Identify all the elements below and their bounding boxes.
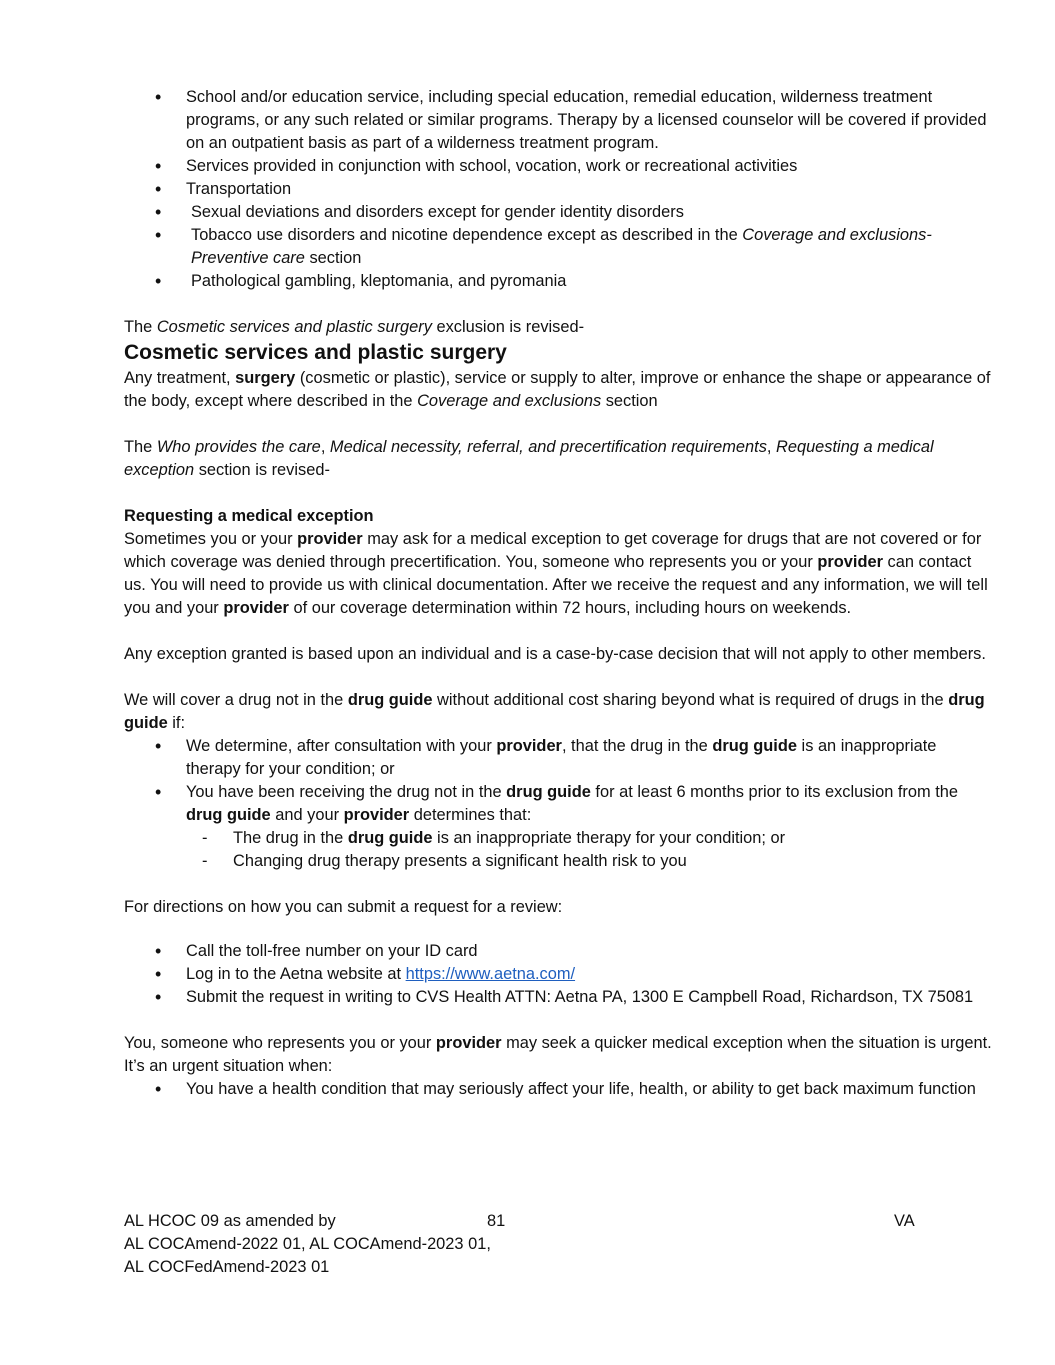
footer-amendments-1: AL COCAmend-2022 01, AL COCAmend-2023 01, <box>124 1235 491 1253</box>
urgent-list <box>124 1078 994 1101</box>
sub-list-item: - The drug in the drug guide is an inappropriate therapy for your condition; or <box>124 827 994 850</box>
page-footer <box>124 1210 924 1279</box>
subheading-medical-exception: Requesting a medical exception <box>124 507 374 525</box>
cosmetic-paragraph: Any treatment, surgery (cosmetic or plastic), service or supply to alter, improve or enhance the shape or appearance of the body, except where described in the Coverage and exclusions section <box>124 369 991 410</box>
list-item: • Transportation <box>124 178 994 201</box>
list-item: • Pathological gambling, kleptomania, and pyromania <box>124 270 994 293</box>
drug-guide-conditions <box>124 735 994 873</box>
aetna-website-link[interactable]: https://www.aetna.com/ <box>405 965 576 983</box>
section-heading-cosmetic: Cosmetic services and plastic surgery <box>124 341 507 364</box>
list-item: • We determine, after consultation with your provider, that the drug in the drug guide is an inappropriate therapy for your condition; or <box>124 735 994 781</box>
list-item: • Log in to the Aetna website at https://www.aetna.com/ <box>124 963 994 986</box>
directions-intro: For directions on how you can submit a request for a review: <box>124 898 563 916</box>
list-item: • Services provided in conjunction with school, vocation, work or recreational activities <box>124 155 994 178</box>
list-item: • You have a health condition that may seriously affect your life, health, or ability to get back maximum function <box>124 1078 994 1101</box>
document-page <box>124 86 994 1101</box>
exclusions-list <box>124 86 994 293</box>
list-item: • Sexual deviations and disorders except for gender identity disorders <box>124 201 994 224</box>
cover-drug-paragraph: We will cover a drug not in the drug guide without additional cost sharing beyond what is required of drugs in the drug guide if: <box>124 691 985 732</box>
list-item: • You have been receiving the drug not in the drug guide for at least 6 months prior to its exclusion from the drug guide and your provider determines that: <box>124 781 994 827</box>
exception-paragraph: Sometimes you or your provider may ask for a medical exception to get coverage for drugs that are not covered or for which coverage was denied through precertification. You, someone who represents you or your provider can contact us. You will need to provide us with clinical documentation. After we receive the request and any information, we will tell you and your provider of our coverage determination within 72 hours, including hours on weekends. <box>124 530 988 617</box>
who-provides-revision-note: The Who provides the care, Medical necessity, referral, and precertification requirements, Requesting a medical exception section is revised- <box>124 438 934 479</box>
footer-form-id: AL HCOC 09 as amended by <box>124 1212 336 1230</box>
list-item: • Call the toll-free number on your ID card <box>124 940 994 963</box>
case-by-case-paragraph: Any exception granted is based upon an individual and is a case-by-case decision that will not apply to other members. <box>124 645 986 663</box>
directions-list <box>124 940 994 1009</box>
list-item: • School and/or education service, including special education, remedial education, wilderness treatment programs, or any such related or similar programs. Therapy by a licensed counselor will be covered if provided on an outpatient basis as part of a wilderness treatment program. <box>124 86 994 155</box>
sub-list-item: - Changing drug therapy presents a significant health risk to you <box>124 850 994 873</box>
urgent-paragraph: You, someone who represents you or your provider may seek a quicker medical exception when the situation is urgent. It’s an urgent situation when: <box>124 1034 992 1075</box>
footer-amendments-2: AL COCFedAmend-2023 01 <box>124 1258 330 1276</box>
list-item: • Tobacco use disorders and nicotine dependence except as described in the Coverage and exclusions- Preventive care section <box>124 224 994 270</box>
list-item: • Submit the request in writing to CVS Health ATTN: Aetna PA, 1300 E Campbell Road, Richardson, TX 75081 <box>124 986 994 1009</box>
state-code: VA <box>894 1212 915 1230</box>
page-number: 81 <box>487 1212 506 1230</box>
cosmetic-revision-note: The Cosmetic services and plastic surgery exclusion is revised- <box>124 318 585 336</box>
